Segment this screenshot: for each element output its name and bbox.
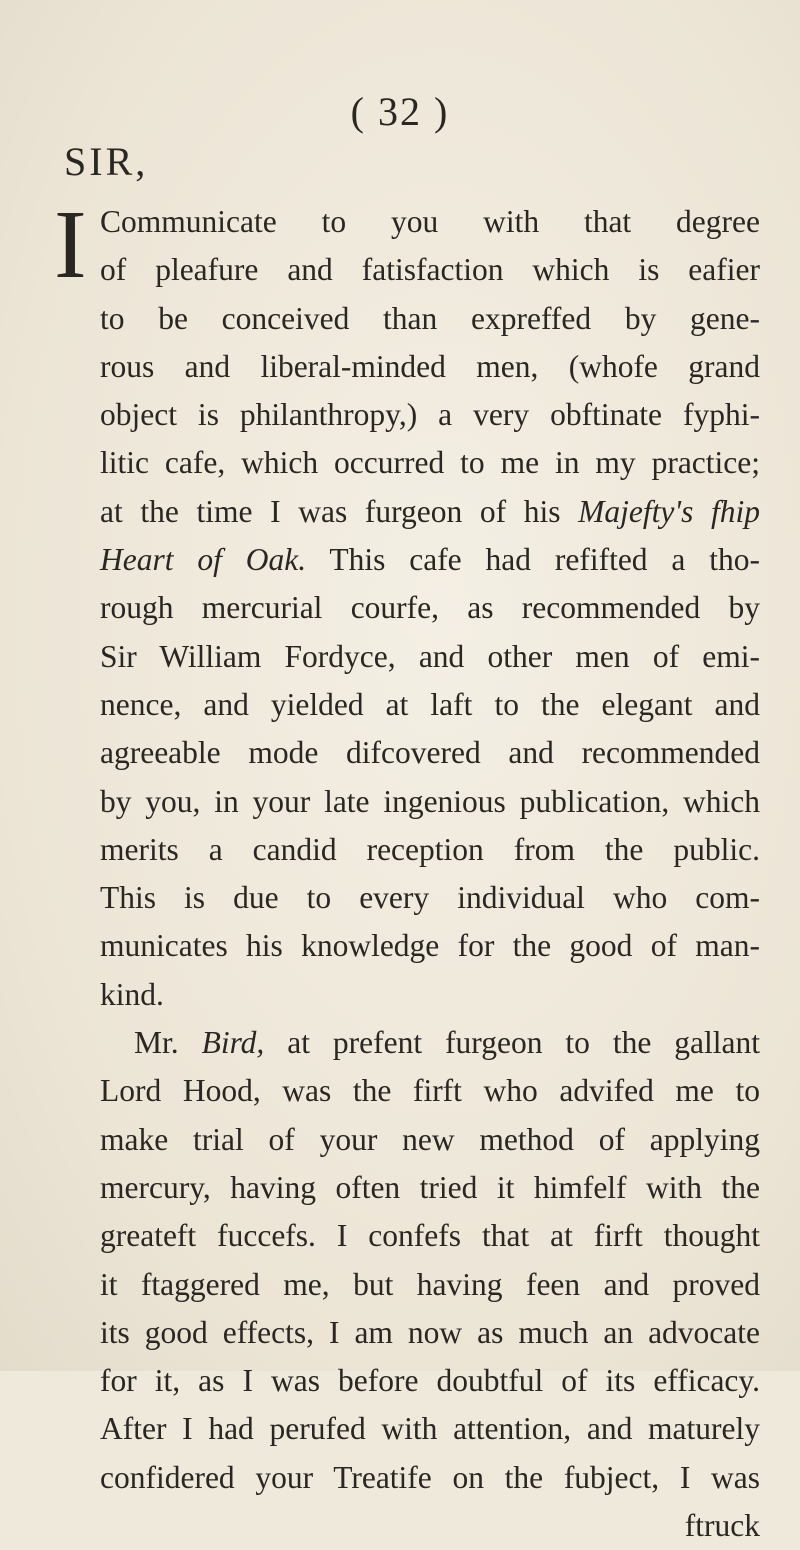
text-line bbox=[100, 922, 760, 970]
text-line bbox=[100, 295, 760, 343]
text-segment: agreeable mode difcovered and recommended bbox=[100, 735, 760, 771]
drop-cap: I bbox=[54, 191, 87, 299]
letter-body bbox=[54, 191, 760, 1550]
text-line bbox=[100, 1164, 760, 1212]
text-line bbox=[100, 1309, 760, 1357]
text-line bbox=[100, 681, 760, 729]
text-line bbox=[100, 1019, 760, 1067]
text-line bbox=[100, 1454, 760, 1502]
text-segment: to be conceived than expreffed by gene- bbox=[100, 300, 760, 336]
text-segment: After I had perufed with attention, and maturely bbox=[100, 1411, 760, 1447]
text-line bbox=[100, 536, 760, 584]
text-segment: its good effects, I am now as much an advocate bbox=[100, 1314, 760, 1350]
text-segment: This cafe had refifted a tho- bbox=[306, 542, 760, 578]
text-segment: Communicate to you with that degree bbox=[100, 204, 760, 239]
text-segment: by you, in your late ingenious publication, which bbox=[100, 783, 760, 819]
text-segment: rous and liberal-minded men, (whofe grand bbox=[100, 348, 760, 384]
text-segment: for it, as I was before doubtful of its efficacy. bbox=[100, 1363, 760, 1399]
text-line bbox=[100, 729, 760, 777]
text-line bbox=[100, 1261, 760, 1309]
text-segment: at prefent furgeon to the gallant bbox=[264, 1025, 760, 1061]
text-segment: at the time I was furgeon of his bbox=[100, 493, 579, 529]
salutation: SIR, bbox=[64, 139, 149, 184]
text-line bbox=[100, 1502, 760, 1550]
text-segment: mercury, having often tried it himfelf with the bbox=[100, 1169, 760, 1205]
page-number: ( 32 ) bbox=[350, 89, 450, 134]
italic-text: Majefty's fhip bbox=[578, 493, 760, 529]
text-segment: kind. bbox=[100, 976, 164, 1012]
text-line bbox=[100, 1405, 760, 1453]
text-line bbox=[100, 343, 760, 391]
text-line bbox=[100, 246, 760, 294]
text-line bbox=[100, 488, 760, 536]
text-segment: municates his knowledge for the good of man- bbox=[100, 928, 760, 964]
text-segment: nence, and yielded at laft to the elegant and bbox=[100, 686, 760, 722]
text-line bbox=[100, 1212, 760, 1260]
text-segment: Sir William Fordyce, and other men of emi- bbox=[100, 638, 760, 674]
italic-text: Heart of Oak. bbox=[100, 542, 307, 578]
text-segment: merits a candid reception from the public. bbox=[100, 831, 760, 867]
text-segment: confidered your Treatife on the fubject, I was bbox=[100, 1459, 760, 1495]
text-segment: ftruck bbox=[684, 1508, 760, 1544]
text-line bbox=[100, 826, 760, 874]
text-segment: litic cafe, which occurred to me in my practice; bbox=[100, 445, 760, 481]
text-line bbox=[100, 1357, 760, 1405]
text-line bbox=[100, 1116, 760, 1164]
text-line bbox=[100, 584, 760, 632]
text-line bbox=[100, 971, 760, 1019]
text-line bbox=[100, 439, 760, 487]
text-segment: rough mercurial courfe, as recommended by bbox=[100, 590, 760, 626]
text-segment: make trial of your new method of applying bbox=[100, 1121, 760, 1157]
text-line bbox=[100, 1067, 760, 1115]
text-line bbox=[100, 633, 760, 681]
text-line bbox=[100, 778, 760, 826]
text-segment: it ftaggered me, but having feen and proved bbox=[100, 1266, 760, 1302]
text-segment: This is due to every individual who com- bbox=[100, 880, 760, 916]
text-line bbox=[100, 391, 760, 439]
text-segment: object is philanthropy,) a very obftinate fyphi- bbox=[100, 397, 760, 433]
text-segment: Mr. bbox=[134, 1025, 202, 1061]
text-segment: of pleafure and fatisfaction which is eafier bbox=[100, 252, 760, 288]
text-line bbox=[100, 198, 760, 246]
italic-text: Bird, bbox=[201, 1025, 265, 1061]
text-line bbox=[100, 874, 760, 922]
text-segment: Lord Hood, was the firft who advifed me to bbox=[100, 1073, 760, 1109]
text-segment: greateft fuccefs. I confefs that at firft thought bbox=[100, 1218, 760, 1254]
